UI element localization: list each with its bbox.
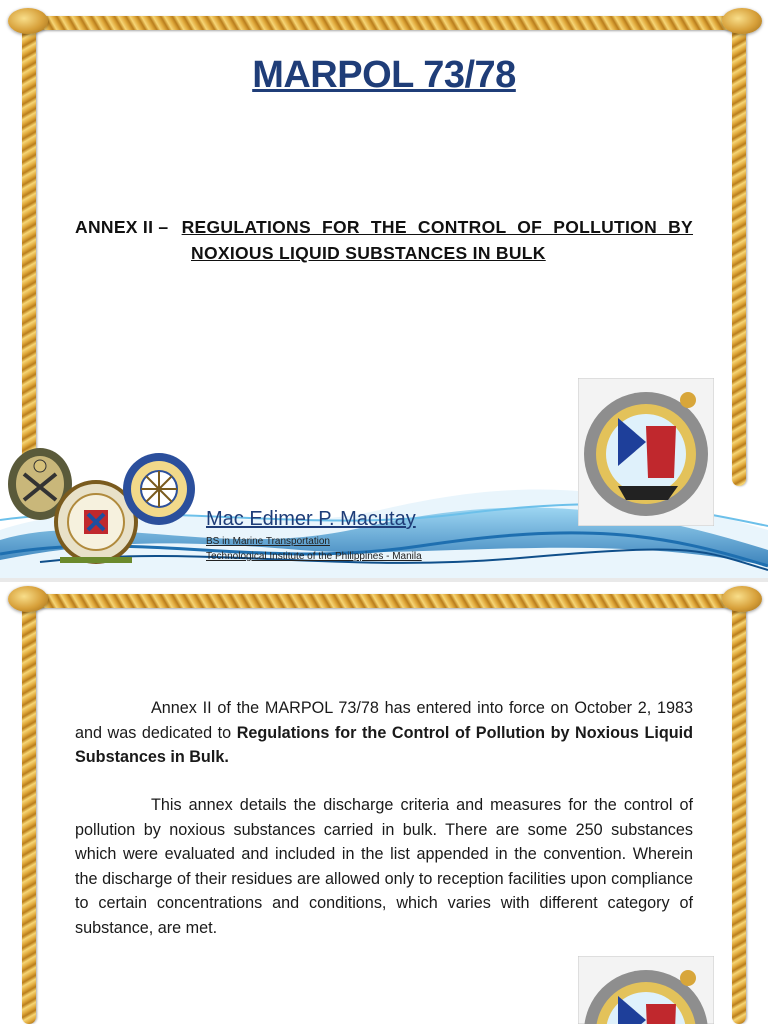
paragraph-1 bbox=[75, 696, 693, 770]
rope-knot-top-left bbox=[8, 8, 48, 34]
rope-border-left bbox=[22, 594, 36, 1024]
paragraph-1-text: Annex II of the MARPOL 73/78 has entered into force on October 2, 1983 and was dedicated to bbox=[75, 699, 693, 742]
tip-maritime-seal-icon bbox=[578, 378, 714, 526]
rope-knot-top-right bbox=[722, 8, 762, 34]
annex-heading-line-1 bbox=[75, 217, 693, 238]
annex-heading-line-2 bbox=[191, 243, 611, 264]
annex-prefix: ANNEX II – bbox=[75, 217, 174, 237]
paragraph-2 bbox=[75, 793, 693, 940]
annex-title-line-2: NOXIOUS LIQUID SUBSTANCES IN BULK bbox=[191, 243, 546, 263]
page-title: MARPOL 73/78 bbox=[252, 54, 516, 96]
author-school: Technological Institute of the Philippines - Manila bbox=[206, 551, 422, 562]
rope-border-right bbox=[732, 594, 746, 1024]
content-slide bbox=[0, 582, 768, 1024]
tip-maritime-seal-icon bbox=[578, 956, 714, 1024]
rope-border-top bbox=[22, 16, 746, 30]
paragraph-2-text: This annex details the discharge criteria and measures for the control of pollution by noxious substances carried in bulk. There are some 250 substances which were evaluated and included in the list appended in the convention. Wherein the discharge of their residues are allowed only to reception facilities upon compliance to certain concentrations and conditions, which varies with different category of substance, are met. bbox=[75, 796, 693, 937]
paragraph-1-bold: Regulations for the Control of Pollution by Noxious Liquid Substances in Bulk. bbox=[75, 723, 693, 766]
author-name: Mac Edimer P. Macutay bbox=[206, 508, 416, 530]
rope-knot-top-right bbox=[722, 586, 762, 612]
rope-knot-top-left bbox=[8, 586, 48, 612]
annex-title-line-1: REGULATIONS FOR THE CONTROL OF POLLUTION BY bbox=[181, 217, 693, 237]
author-program: BS in Marine Transportation bbox=[206, 536, 330, 547]
rope-border-top bbox=[22, 594, 746, 608]
ship-wheel-seal-icon bbox=[120, 450, 198, 528]
